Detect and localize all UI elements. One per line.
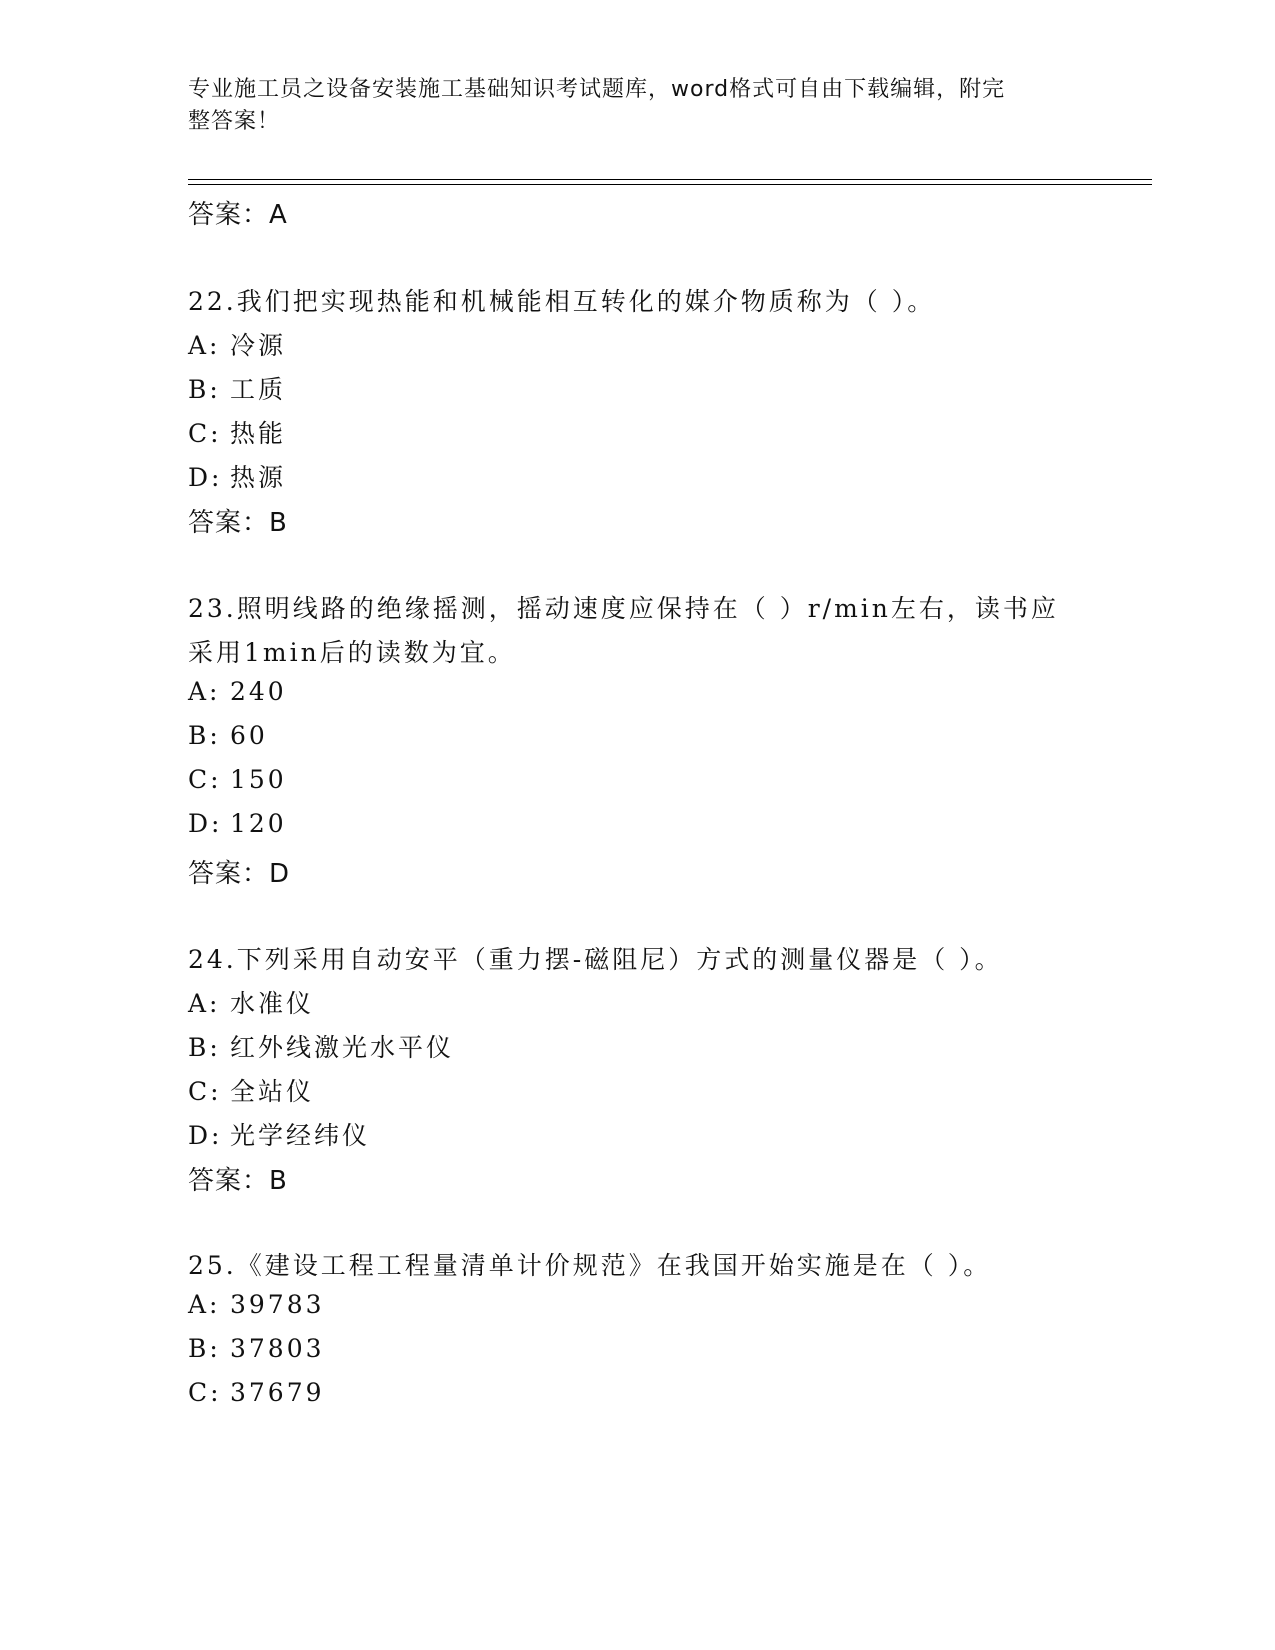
question-22-option-a [188, 326, 286, 362]
question-24-option-a [188, 984, 314, 1020]
question-24-option-b [188, 1028, 454, 1064]
question-22-option-c [188, 414, 286, 450]
header-rule-top [188, 179, 1152, 180]
question-25-option-b [188, 1334, 325, 1363]
option-text: 39783 [230, 1290, 325, 1319]
header-line-1: 专业施工员之设备安装施工基础知识考试题库，word格式可自由下载编辑，附完 [188, 77, 1006, 102]
option-label: C: [188, 765, 222, 794]
question-24-option-d [188, 1116, 370, 1152]
question-23-option-c [188, 765, 287, 794]
question-24-option-c [188, 1072, 314, 1108]
answer-21: 答案：A [188, 200, 288, 230]
question-22-stem: 22.我们把实现热能和机械能相互转化的媒介物质称为（ ）。 [188, 287, 936, 316]
question-23-stem-line-2: 采用1min后的读数为宜。 [188, 638, 516, 667]
option-label: C: [188, 1378, 222, 1407]
option-label: A: [188, 331, 221, 360]
document-header [188, 74, 1088, 138]
answer-24: 答案：B [188, 1166, 288, 1196]
option-text: 240 [230, 677, 287, 706]
option-text: 工质 [230, 375, 287, 404]
option-label: A: [188, 989, 221, 1018]
question-25-stem: 25.《建设工程工程量清单计价规范》在我国开始实施是在（ ）。 [188, 1251, 992, 1280]
option-text: 60 [230, 721, 268, 750]
answer-22: 答案：B [188, 508, 288, 538]
option-text: 37803 [230, 1334, 325, 1363]
question-22-option-d [188, 458, 286, 494]
question-23-option-b [188, 721, 268, 750]
option-text: 全站仪 [230, 1077, 315, 1106]
option-label: A: [188, 677, 221, 706]
option-label: B: [188, 1033, 221, 1062]
question-23-stem-line-1: 23.照明线路的绝缘摇测，摇动速度应保持在（ ）r/min左右，读书应 [188, 594, 1059, 623]
option-text: 37679 [230, 1378, 325, 1407]
answer-23: 答案：D [188, 859, 291, 889]
option-text: 热源 [230, 463, 287, 492]
option-label: A: [188, 1290, 221, 1319]
question-24-stem: 24.下列采用自动安平（重力摆-磁阻尼）方式的测量仪器是（ ）。 [188, 945, 1003, 974]
option-text: 光学经纬仪 [230, 1121, 371, 1150]
header-line-2: 整答案！ [188, 109, 281, 134]
question-23-option-d [188, 809, 287, 838]
option-text: 冷源 [230, 331, 287, 360]
question-23-option-a [188, 677, 287, 706]
option-label: B: [188, 375, 221, 404]
option-label: C: [188, 1077, 222, 1106]
option-label: C: [188, 419, 222, 448]
option-label: B: [188, 721, 221, 750]
option-text: 水准仪 [230, 989, 315, 1018]
option-label: D: [188, 463, 223, 492]
question-22-option-b [188, 370, 286, 406]
option-text: 红外线激光水平仪 [230, 1033, 455, 1062]
question-25-option-c [188, 1378, 325, 1407]
option-text: 120 [230, 809, 287, 838]
option-label: D: [188, 809, 223, 838]
option-text: 热能 [230, 419, 287, 448]
header-rule-bottom [188, 184, 1152, 185]
question-25-option-a [188, 1290, 325, 1319]
option-label: B: [188, 1334, 221, 1363]
option-label: D: [188, 1121, 223, 1150]
option-text: 150 [230, 765, 287, 794]
